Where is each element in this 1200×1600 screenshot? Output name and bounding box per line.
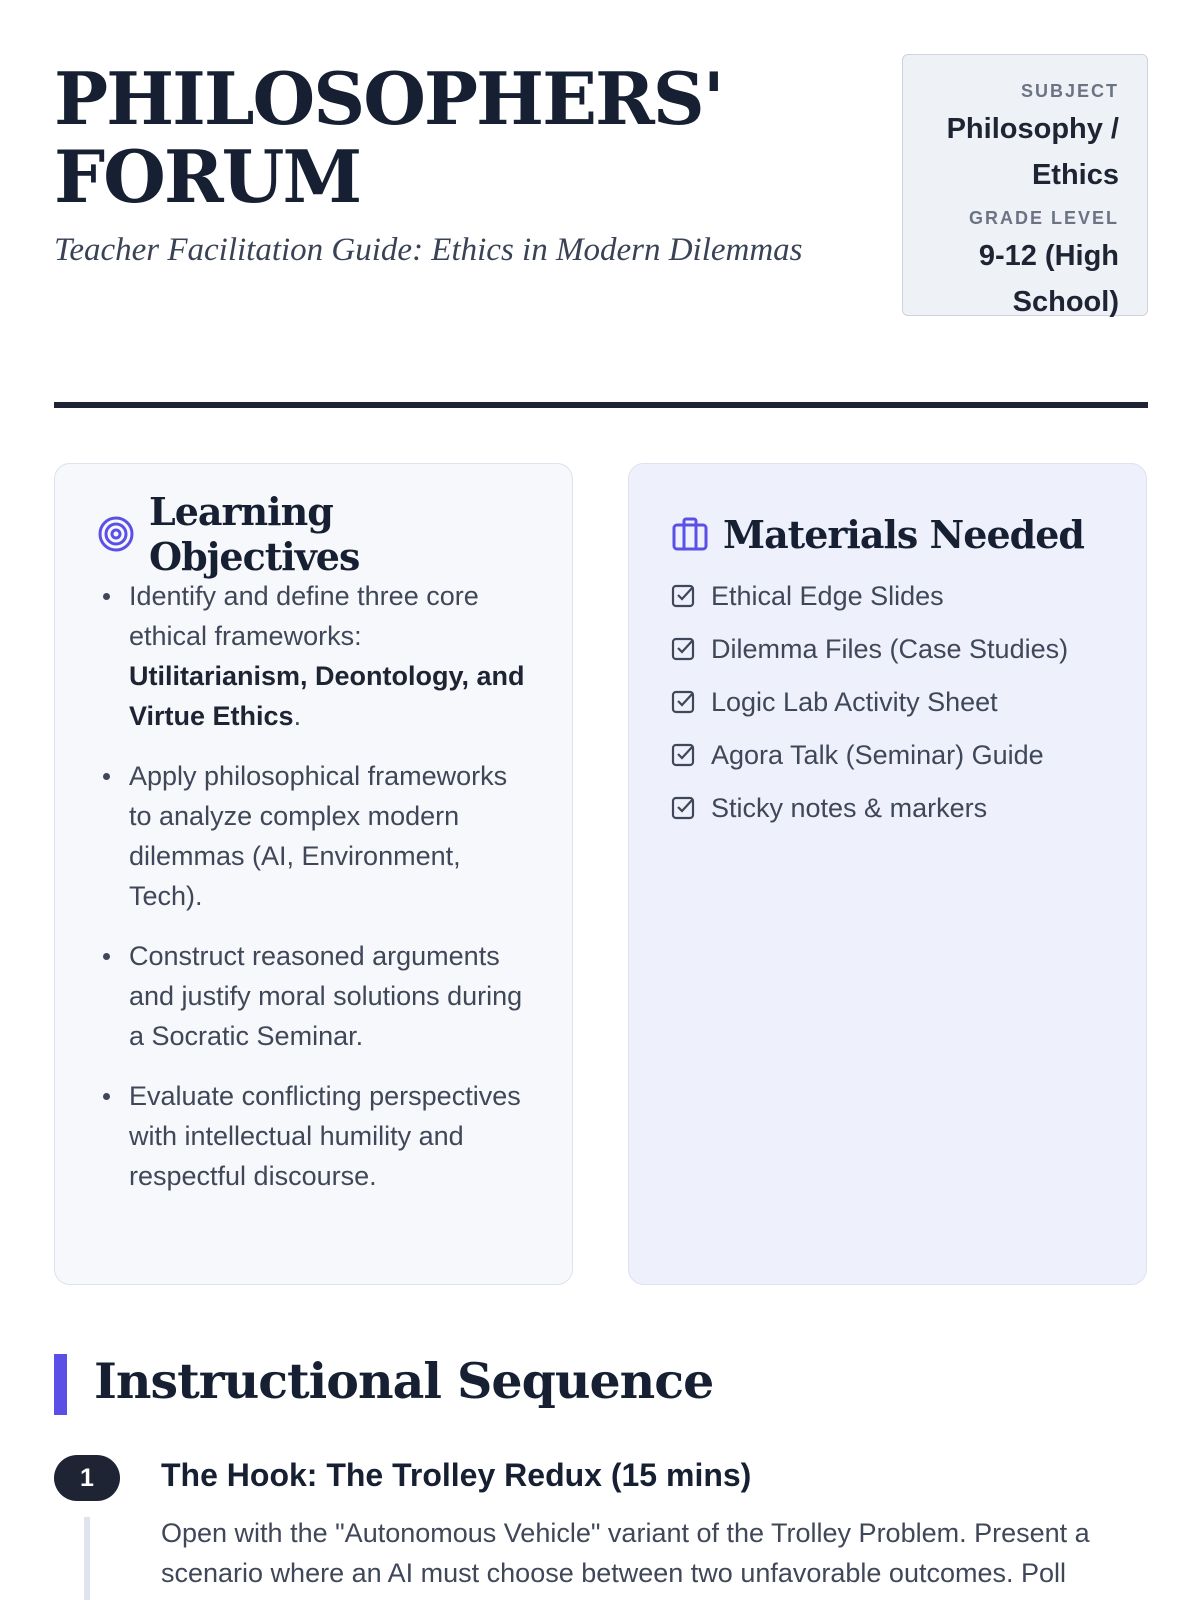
course-meta-box — [902, 54, 1148, 316]
material-label: Ethical Edge Slides — [711, 581, 944, 611]
checkbox-checked-icon — [671, 795, 697, 821]
header-divider — [54, 402, 1148, 408]
step-title: The Hook: The Trolley Redux (15 mins) — [161, 1457, 752, 1493]
subject-value: Philosophy / Ethics — [946, 113, 1119, 191]
objective-text: Identify and define three core ethical frameworks: — [129, 581, 479, 651]
step-description: Open with the "Autonomous Vehicle" variant of the Trolley Problem. Present a scenario where an AI must choose between two unfavorable outcomes. Poll — [161, 1518, 1090, 1588]
title-line-2: FORUM — [54, 134, 361, 219]
checkbox-checked-icon — [671, 689, 697, 715]
checkbox-checked-icon — [671, 583, 697, 609]
objective-frameworks: Utilitarianism, Deontology, and Virtue Ethics — [129, 661, 525, 731]
materials-list — [671, 576, 1104, 828]
material-label: Dilemma Files (Case Studies) — [711, 634, 1069, 664]
learning-objectives-header — [97, 489, 530, 579]
instructional-sequence-title: Instructional Sequence — [94, 1352, 714, 1410]
step-timeline-line — [84, 1517, 90, 1600]
subject-label: SUBJECT — [1020, 81, 1119, 101]
materials-needed-card — [628, 463, 1147, 1285]
target-icon — [97, 515, 135, 553]
step-number-badge: 1 — [54, 1455, 120, 1501]
materials-needed-header — [671, 506, 1104, 562]
list-item — [671, 576, 1104, 616]
list-item: Evaluate conflicting perspectives with intellectual humility and respectful discourse. — [129, 1076, 530, 1196]
title-line-1: PHILOSOPHERS' — [54, 56, 723, 141]
list-item — [671, 788, 1104, 828]
section-accent-bar — [54, 1354, 67, 1415]
material-label: Agora Talk (Seminar) Guide — [711, 740, 1044, 770]
page-title — [54, 56, 723, 219]
material-label: Sticky notes & markers — [711, 793, 988, 823]
list-item: Apply philosophical frameworks to analyze complex modern dilemmas (AI, Environment, Tech). — [129, 756, 530, 916]
checkbox-checked-icon — [671, 742, 697, 768]
learning-objectives-card — [54, 463, 573, 1285]
briefcase-icon — [671, 515, 709, 553]
material-label: Logic Lab Activity Sheet — [711, 687, 998, 717]
checkbox-checked-icon — [671, 636, 697, 662]
objectives-list — [97, 576, 530, 1196]
list-item — [671, 682, 1104, 722]
grade-level-label: GRADE LEVEL — [968, 208, 1119, 228]
header — [54, 54, 1148, 364]
page-subtitle: Teacher Facilitation Guide: Ethics in Modern Dilemmas — [54, 232, 803, 268]
materials-needed-title: Materials Needed — [723, 511, 1084, 557]
list-item — [671, 735, 1104, 775]
list-item — [129, 576, 530, 736]
list-item — [671, 629, 1104, 669]
learning-objectives-title: Learning Objectives — [149, 489, 360, 579]
grade-level-value: 9-12 (High School) — [978, 240, 1119, 318]
list-item: Construct reasoned arguments and justify moral solutions during a Socratic Seminar. — [129, 936, 530, 1056]
objective-text-end: . — [293, 701, 302, 731]
facilitation-guide-page — [54, 0, 1148, 1600]
